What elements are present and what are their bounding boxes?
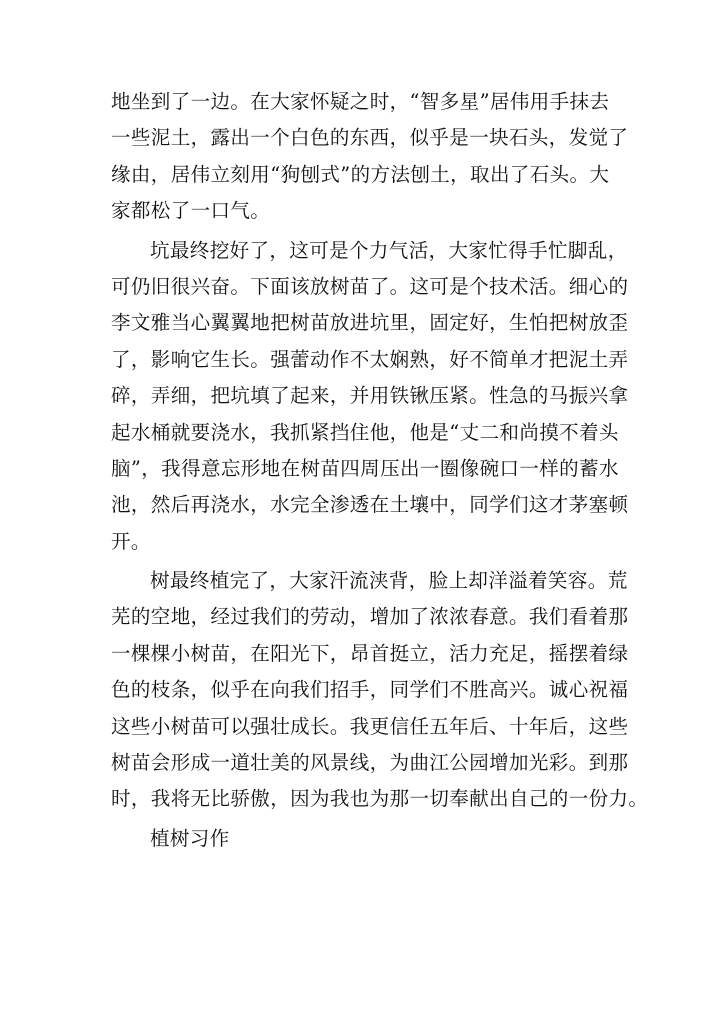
document-body [111,84,649,857]
section-title: 植树习作 [150,826,230,850]
paragraph-2 [111,233,631,561]
paragraph-line: 芜的空地，经过我们的劳动，增加了浓浓春意。我们看着那 [111,605,629,629]
paragraph-line: 时，我将无比骄傲，因为我也为那一切奉献出自己的一份力。 [111,787,649,811]
paragraph-line: 树最终植完了，大家汗流浃背，脸上却洋溢着笑容。荒 [150,569,628,593]
paragraph-line: 一棵棵小树苗，在阳光下，昂首挺立，活力充足，摇摆着绿 [111,641,629,665]
paragraph-line: 开。 [111,529,151,553]
paragraph-1 [111,84,631,230]
paragraph-line: 色的枝条，似乎在向我们招手，同学们不胜高兴。诚心祝福 [111,678,629,702]
paragraph-line: 李文雅当心翼翼地把树苗放进坑里，固定好，生怕把树放歪 [111,311,629,335]
paragraph-line: 碎，弄细，把坑填了起来，并用铁锹压紧。性急的马振兴拿 [111,384,629,408]
paragraph-line: 了，影响它生长。强蕾动作不太娴熟，好不简单才把泥土弄 [111,347,629,371]
paragraph-line: 起水桶就要浇水，我抓紧挡住他，他是“丈二和尚摸不着头 [111,420,619,444]
paragraph-3 [111,563,649,818]
paragraph-line: 脑”，我得意忘形地在树苗四周压出一圈像碗口一样的蓄水 [111,456,619,480]
paragraph-line: 一些泥土，露出一个白色的东西，似乎是一块石头，发觉了 [111,126,629,150]
paragraph-line: 地坐到了一边。在大家怀疑之时，“智多星”居伟用手抹去 [111,90,610,113]
paragraph-line: 树苗会形成一道壮美的风景线，为曲江公园增加光彩。到那 [111,751,629,775]
paragraph-line: 可仍旧很兴奋。下面该放树苗了。这可是个技术活。细心的 [111,274,629,298]
paragraph-line: 坑最终挖好了，这可是个力气活，大家忙得手忙脚乱， [150,238,628,262]
paragraph-line: 家都松了一口气。 [111,199,271,223]
paragraph-line: 这些小树苗可以强壮成长。我更信任五年后、十年后，这些 [111,714,629,738]
paragraph-line: 缘由，居伟立刻用“狗刨式”的方法刨土，取出了石头。大 [111,162,610,186]
paragraph-line: 池，然后再浇水，水完全渗透在土壤中，同学们这才茅塞顿 [111,493,629,517]
